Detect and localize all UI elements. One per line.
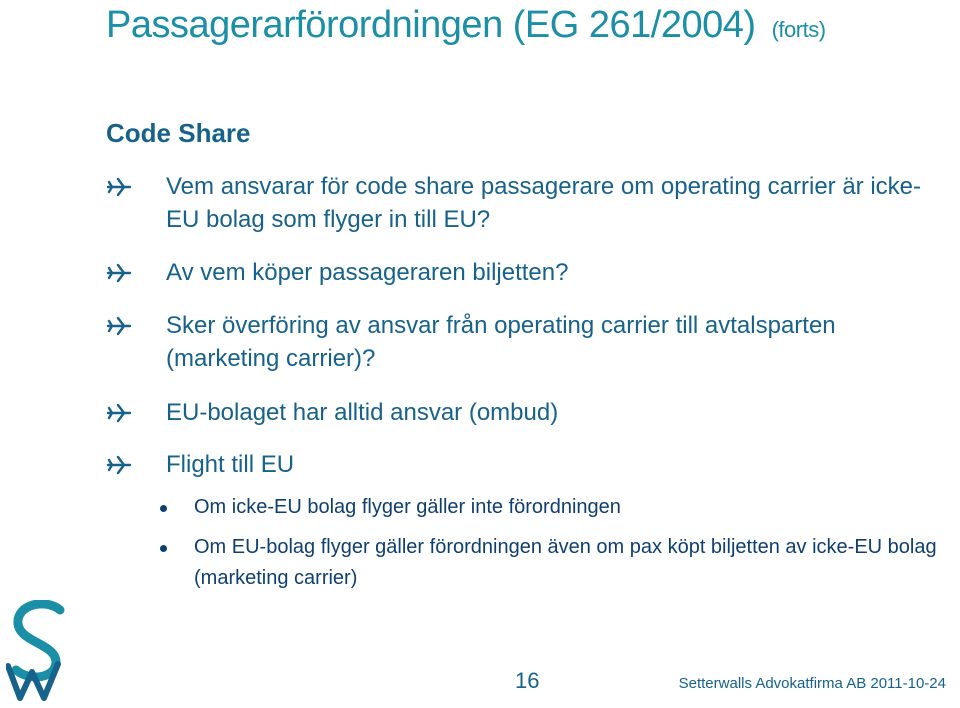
airplane-icon: [106, 261, 132, 285]
bullet-item: [106, 309, 946, 375]
bullet-item: [106, 448, 946, 481]
bullet-item: [106, 256, 946, 289]
bullet-text: EU-bolaget har alltid ansvar (ombud): [166, 399, 559, 426]
bullet-item: [106, 170, 946, 236]
setterwalls-logo: [6, 600, 78, 704]
airplane-icon: [106, 175, 132, 199]
sub-bullet-text: Om icke-EU bolag flyger gäller inte förordningen: [194, 496, 621, 518]
bullet-text: Flight till EU: [166, 451, 295, 478]
airplane-icon: [106, 314, 132, 338]
airplane-icon: [106, 453, 132, 477]
dot-icon: [160, 505, 167, 512]
slide-title-main: Passagerarförordningen (EG 261/2004): [106, 4, 756, 46]
page-number: 16: [515, 668, 540, 693]
bullet-text: Sker överföring av ansvar från operating carrier till avtalsparten (marketing carrier)?: [166, 312, 836, 372]
sub-bullet-text: Om EU-bolag flyger gäller förordningen även om pax köpt biljetten av icke-EU bolag (marketing carrier): [194, 536, 937, 589]
dot-icon: [160, 545, 167, 552]
slide-title: [106, 4, 826, 47]
airplane-icon: [106, 401, 132, 425]
section-heading: Code Share: [106, 118, 251, 148]
bullet-item: [106, 396, 946, 429]
bullet-text: Vem ansvarar för code share passagerare om operating carrier är icke-EU bolag som flyger in till EU?: [166, 173, 922, 233]
footer-text: Setterwalls Advokatfirma AB 2011-10-24: [678, 675, 946, 692]
sub-bullet-item: [160, 532, 950, 594]
sub-bullet-item: [160, 492, 950, 523]
slide-title-suffix: (forts): [771, 17, 826, 42]
bullet-text: Av vem köper passageraren biljetten?: [166, 259, 569, 286]
